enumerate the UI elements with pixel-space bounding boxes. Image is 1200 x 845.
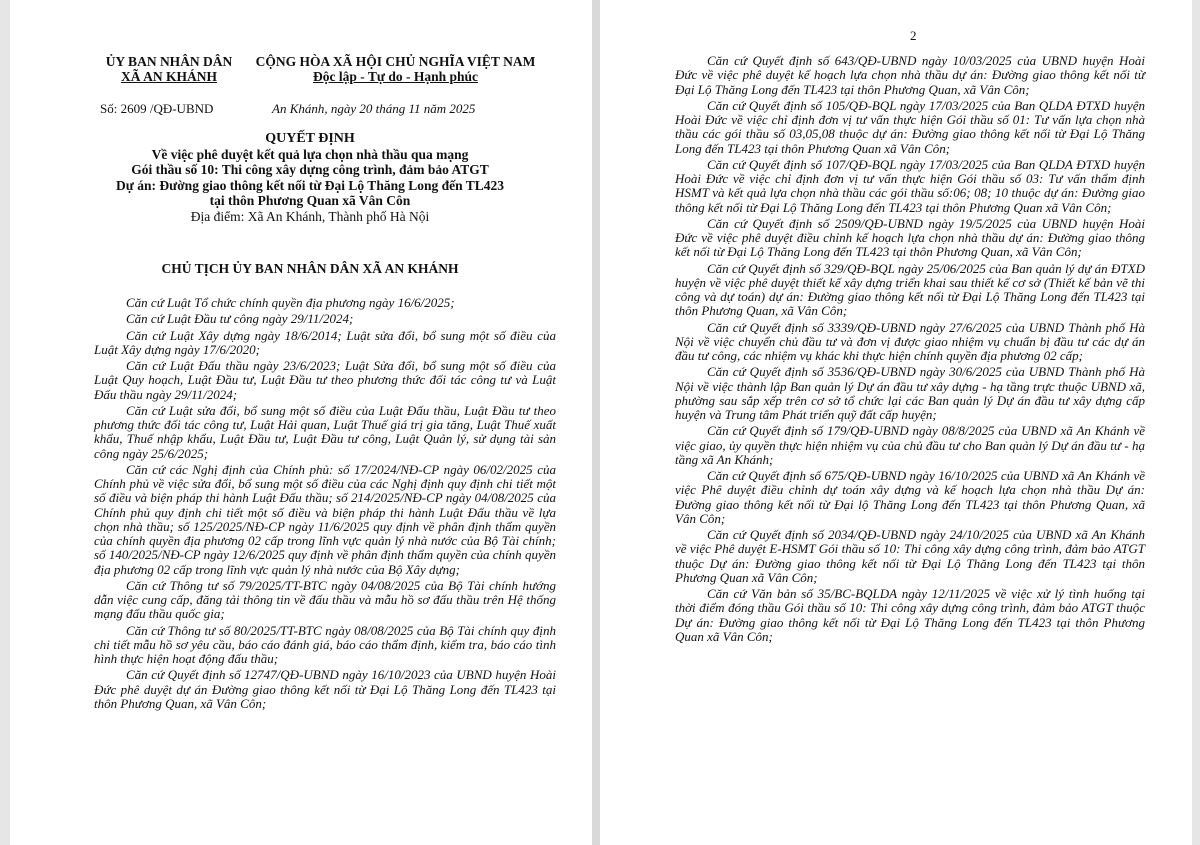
title-line: Gói thầu số 10: Thi công xây dựng công trình, đảm bảo ATGT (131, 162, 489, 177)
page-gap (592, 0, 600, 845)
authority-heading: CHỦ TỊCH ỦY BAN NHÂN DÂN XÃ AN KHÁNH (161, 261, 459, 276)
document-number: Số: 2609 /QĐ-UBND (100, 101, 214, 116)
legal-basis-paragraph: Căn cứ Quyết định số 3536/QĐ-UBND ngày 30/6/2025 của UBND Thành phố Hà Nội về việc thành lập Ban quản lý Dự án đầu tư xây dựng - hạ tầng trực thuộc UBND xã, phường sau sắp xếp trên cơ sở tổ chức lại các Ban quản lý Dự án đầu tư xây dựng cấp huyện và Trung tâm Phát triển quỹ đất cấp huyện; (675, 364, 1145, 422)
org-line-2: XÃ AN KHÁNH (120, 69, 217, 84)
legal-basis-paragraph: Căn cứ Quyết định số 105/QĐ-BQL ngày 17/03/2025 của Ban QLDA ĐTXD huyện Hoài Đức về việc chỉ định đơn vị tư vấn thực hiện Gói thầu số 01: Tư vấn lựa chọn nhà thầu các gói thầu số 03,05,08 thuộc dự án: Đường giao thông kết nối từ Đại Lộ Thăng Long đến TL423 tại thôn Phương Quan xã Vân Côn; (675, 97, 1145, 156)
legal-basis-paragraph: Căn cứ Quyết định số 2034/QĐ-UBND ngày 24/10/2025 của UBND xã An Khánh về việc Phê duyệt E-HSMT Gói thầu số 10: Thi công xây dựng công trình, đảm bảo ATGT thuộc Dự án: Đường giao thông kết nối từ Đại Lộ Thăng Long đến TL423 tại thôn Phương Quan xã Vân Côn; (675, 527, 1145, 585)
nation-line-1: CỘNG HÒA XÃ HỘI CHỦ NGHĨA VIỆT NAM (255, 54, 536, 69)
legal-basis-paragraph: Căn cứ Quyết định số 643/QĐ-UBND ngày 10/03/2025 của UBND huyện Hoài Đức về việc phê duyệt kế hoạch lựa chọn nhà thầu dự án: Đường giao thông kết nối từ Đại Lộ Thăng Long đến TL423 tại thôn Phương Quan, xã Vân Côn; (675, 53, 1145, 97)
legal-basis-list (94, 296, 556, 713)
legal-basis-paragraph: Căn cứ Quyết định số 329/QĐ-BQL ngày 25/06/2025 của Ban quản lý dự án ĐTXD huyện về việc phê duyệt thiết kế xây dựng triển khai sau thiết kế cơ sở (Thiết kế bản vẽ thi công và dự toán) dự án: Đường giao thông kết nối từ Đại Lộ Thăng Long đến TL423 tại thôn Phương Quan, xã Vân Côn; (675, 260, 1145, 319)
legal-basis-paragraph: Căn cứ Quyết định số 179/QĐ-UBND ngày 08/8/2025 của UBND xã An Khánh về việc giao, ủy quyền thực hiện nhiệm vụ của chủ đầu tư cho Ban quản lý Dự án đầu tư - hạ tầng xã An Khánh; (675, 423, 1145, 467)
legal-basis-paragraph: Căn cứ Luật Đấu thầu ngày 23/6/2023; Luật Sửa đổi, bổ sung một số điều của Luật Quy hoạch, Luật Đầu tư, Luật Đầu tư theo phương thức đối tác công tư và Luật Đấu thầu ngày 29/11/2024; (94, 358, 556, 402)
legal-basis-paragraph: Căn cứ Luật Xây dựng ngày 18/6/2014; Luật sửa đổi, bổ sung một số điều của Luật Xây dựng ngày 17/6/2020; (94, 327, 556, 357)
legal-basis-paragraph: Căn cứ các Nghị định của Chính phủ: số 17/2024/NĐ-CP ngày 06/02/2025 của Chính phủ về việc sửa đổi, bổ sung một số điều của các Nghị định quy định chi tiết một số điều và biện pháp thi hành Luật Đấu thầu; số 214/2025/NĐ-CP ngày 04/08/2025 của Chính phủ quy định chi tiết một số điều và biện pháp thi hành Luật Đấu thầu về lựa chọn nhà thầu; số 125/2025/NĐ-CP ngày 11/6/2025 quy định về phân định thẩm quyền của chính quyền địa phương 02 cấp trong lĩnh vực quản lý nhà nước của Bộ Tài chính; số 140/2025/NĐ-CP ngày 12/6/2025 quy định về phân định thẩm quyền của chính quyền địa phương 02 cấp trong lĩnh vực quản lý nhà nước của Bộ Xây dựng; (94, 461, 556, 577)
page-number: 2 (910, 28, 917, 43)
legal-basis-paragraph: Căn cứ Quyết định số 12747/QĐ-UBND ngày 16/10/2023 của UBND huyện Hoài Đức phê duyệt dự án Đường giao thông kết nối từ Đại Lộ Thăng Long đến TL423 tại thôn Phương Quan, xã Vân Côn; (94, 667, 556, 711)
legal-basis-paragraph: Căn cứ Quyết định số 107/QĐ-BQL ngày 17/03/2025 của Ban QLDA ĐTXD huyện Hoài Đức về việc chỉ định đơn vị tư vấn thực hiện Gói thầu số 03: Tư vấn thẩm định HSMT và kết quả lựa chọn nhà thầu các gói thầu số:06; 08; 10 thuộc dự án: Đường giao thông kết nối từ Đại Lộ Thăng Long đến TL423 tại thôn Phương Quan xã Vân Côn; (675, 156, 1145, 215)
legal-basis-paragraph: Căn cứ Quyết định số 2509/QĐ-UBND ngày 19/5/2025 của UBND huyện Hoài Đức về việc phê duyệt điều chỉnh kế hoạch lựa chọn nhà thầu dự án: Đường giao thông kết nối từ Đại Lộ Thăng Long đến TL423 tại thôn Phương Quan, xã Vân Côn; (675, 215, 1145, 260)
document-date: An Khánh, ngày 20 tháng 11 năm 2025 (272, 101, 476, 116)
legal-basis-paragraph: Căn cứ Văn bản số 35/BC-BQLDA ngày 12/11/2025 về việc xử lý tình huống tại thời điểm đóng thầu Gói thầu số 10: Thi công xây dựng công trình, đảm bảo ATGT thuộc Dự án: Đường giao thông kết nối từ Đại Lộ Thăng Long đến TL423 tại thôn Phương Quan xã Vân Côn; (675, 586, 1145, 644)
org-line-1: ỦY BAN NHÂN DÂN (105, 54, 233, 69)
title-line: Dự án: Đường giao thông kết nối từ Đại Lộ Thăng Long đến TL423 (116, 177, 504, 193)
legal-basis-paragraph: Căn cứ Luật Đầu tư công ngày 29/11/2024; (126, 311, 354, 327)
legal-basis-paragraph: Căn cứ Luật Tổ chức chính quyền địa phương ngày 16/6/2025; (126, 295, 455, 310)
legal-basis-paragraph: Căn cứ Thông tư số 79/2025/TT-BTC ngày 04/08/2025 của Bộ Tài chính hướng dẫn việc cung cấp, đăng tải thông tin về đấu thầu và mẫu hồ sơ đấu thầu trên Hệ thống mạng đấu thầu quốc gia; (94, 577, 556, 622)
legal-basis-paragraph: Căn cứ Quyết định số 3339/QĐ-UBND ngày 27/6/2025 của UBND Thành phố Hà Nội về việc chuyển chủ đầu tư và đơn vị được giao nhiệm vụ chuẩn bị đầu tư các dự án đầu tư công, các nhiệm vụ khác khi thực hiện chính quyền địa phương 02 cấp; (675, 319, 1145, 363)
issuing-authority (94, 54, 244, 84)
legal-basis-list (675, 54, 1145, 646)
document-type: QUYẾT ĐỊNH (265, 131, 355, 146)
title-line: tại thôn Phương Quan xã Vân Côn (209, 193, 411, 208)
legal-basis-paragraph: Căn cứ Luật sửa đổi, bổ sung một số điều của Luật Đấu thầu, Luật Đầu tư theo phương thức đối tác công tư, Luật Hải quan, Luật Thuế giá trị gia tăng, Luật Thuế xuất khẩu, Thuế nhập khẩu, Luật Đầu tư, Luật Đầu tư công, Luật Quản lý, sử dụng tài sản công ngày 25/6/2025; (94, 402, 556, 461)
document-title-block (70, 131, 550, 224)
document-page-2 (600, 0, 1192, 845)
nation-line-2: Độc lập - Tự do - Hạnh phúc (312, 69, 479, 84)
legal-basis-paragraph: Căn cứ Thông tư số 80/2025/TT-BTC ngày 08/08/2025 của Bộ Tài chính quy định chi tiết mẫu hồ sơ yêu cầu, báo cáo đánh giá, báo cáo thẩm định, kiểm tra, báo cáo tình hình thực hiện hoạt động đấu thầu; (94, 622, 556, 666)
title-line: Về việc phê duyệt kết quả lựa chọn nhà thầu qua mạng (151, 146, 469, 162)
legal-basis-paragraph: Căn cứ Quyết định số 675/QĐ-UBND ngày 16/10/2025 của UBND xã An Khánh về việc Phê duyệt điều chỉnh dự toán xây dựng và kế hoạch lựa chọn nhà thầu Dự án: Đường giao thông kết nối từ Đại lộ Thăng Long đến TL423 tại thôn Phương Quan, xã Vân Côn; (675, 468, 1145, 526)
location-line: Địa điểm: Xã An Khánh, Thành phố Hà Nội (190, 208, 430, 224)
national-header (248, 54, 543, 84)
document-page-1 (10, 0, 592, 845)
